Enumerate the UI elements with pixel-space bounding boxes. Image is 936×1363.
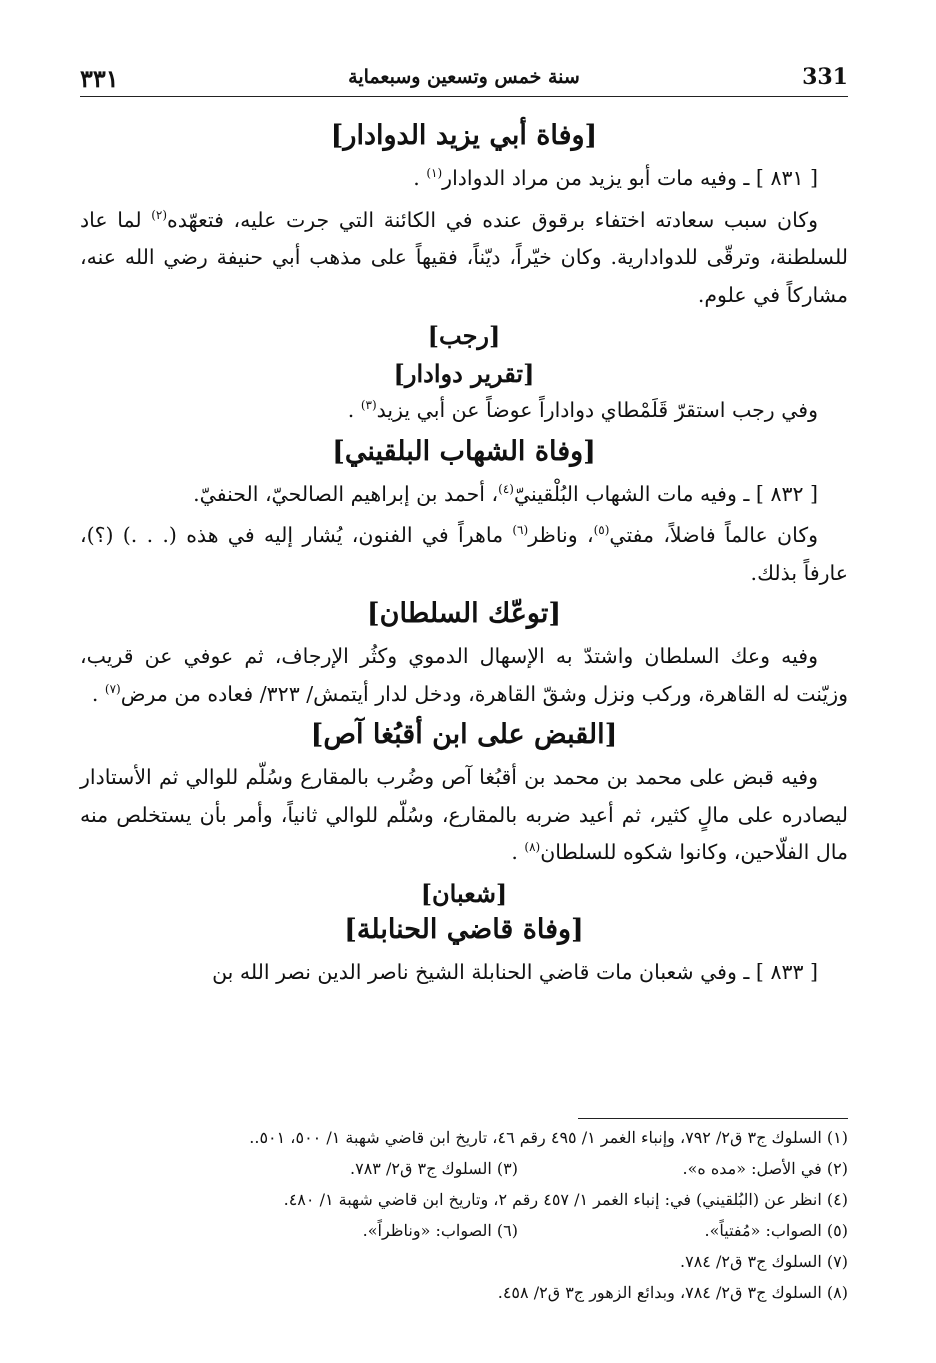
footnote-ref-5: (٥) <box>593 523 610 538</box>
paragraph-abu-yazid <box>80 202 848 315</box>
heading-death-hanbali-judge: [وفاة قاضي الحنابلة] <box>344 913 584 945</box>
footnote-ref-6: (٦) <box>512 523 529 538</box>
page-number-arabic: ٣٣١ <box>80 64 119 93</box>
entry-831-end: . <box>413 166 420 190</box>
heading-sultan-illness: [توعّك السلطان] <box>366 598 562 629</box>
paragraph-bulqini-b: ، وناظر <box>528 523 594 547</box>
page-number-latin: 331 <box>802 64 848 90</box>
entry-831-text: [ ٨٣١ ] ـ وفيه مات أبو يزيد من مراد الدوادار <box>442 166 818 190</box>
footnote-ref-2: (٢) <box>151 207 168 222</box>
footnote-6: (٦) الصواب: «وناظراً». <box>362 1221 518 1240</box>
paragraph-arrest <box>80 759 848 872</box>
footnote-ref-8: (٨) <box>524 840 541 855</box>
paragraph-bulqini-a: وكان عالماً فاضلاً، مفتي <box>609 523 818 547</box>
footnote-1: (١) السلوك ج٣ ق٢/ ٧٩٢، وإنباء الغمر ١/ ٤٩٥ رقم ٤٦، تاريخ ابن قاضي شهبة ١/ ٥٠٠، ٥٠١.. <box>249 1128 848 1147</box>
paragraph-sultan-illness-end: . <box>91 681 99 706</box>
heading-rajab: [رجب] <box>427 321 501 350</box>
paragraph-appointment <box>80 392 848 430</box>
footnote-separator <box>578 1118 848 1119</box>
paragraph-abu-yazid-a: وكان سبب سعادته اختفاء برقوق عنده في الكائنة التي جرت عليه، فتعهّده <box>167 207 818 232</box>
entry-833: [ ٨٣٣ ] ـ وفي شعبان مات قاضي الحنابلة الشيخ ناصر الدين نصر الله بن <box>212 959 818 984</box>
page-body <box>80 118 848 995</box>
footnote-3: (٣) السلوك ج٣ ق٢/ ٧٨٣. <box>350 1159 518 1178</box>
heading-arrest: [القبض على ابن أقبُغا آص] <box>310 719 618 750</box>
footnote-ref-1: (١) <box>426 166 443 181</box>
paragraph-abu-yazid-b: لما عاد للسلطنة، وترقّى للدوادارية. وكان خيّراً، ديّناً، فقيهاً على مذهب أبي حنيفة رضي الله عنه، مشاركاً في علوم. <box>80 207 848 307</box>
paragraph-bulqini <box>80 517 848 592</box>
entry-832 <box>80 476 848 514</box>
heading-appointment: [تقرير دوادار] <box>393 359 535 388</box>
footnote-4: (٤) انظر عن (البُلقيني) في: إنباء الغمر ١/ ٤٥٧ رقم ٢، وتاريخ ابن قاضي شهبة ١/ ٤٨٠. <box>283 1190 848 1209</box>
entry-832-a: [ ٨٣٢ ] ـ وفيه مات الشهاب البُلْقينيّ <box>513 481 818 506</box>
heading-death-abu-yazid: [وفاة أبي يزيد الدوادار] <box>330 120 598 151</box>
paragraph-bulqini-c: ماهراً في الفنون، يُشار إليه في هذه (. . .) (؟)، عارفاً بذلك. <box>80 523 848 585</box>
paragraph-sultan-illness <box>80 638 848 713</box>
footnote-2: (٢) في الأصل: «مده ه». <box>682 1159 848 1178</box>
footnote-ref-7: (٧) <box>104 681 121 696</box>
footnote-ref-4: (٤) <box>498 481 514 496</box>
footnote-8: (٨) السلوك ج٣ ق٢/ ٧٨٤، وبدائع الزهور ج٣ ق٢/ ٤٥٨. <box>497 1283 848 1302</box>
paragraph-arrest-text: وفيه قبض على محمد بن محمد بن أقبُغا آص وضُرب بالمقارع وسُلّم للوالي ثم الأستادار ليصادره على مالٍ كثير، ثم أعيد ضربه بالمقارع، وسُلّم للوالي ثانياً، وأمر بأن يستخلص منه مال الفلّاحين، وكانوا شكوه للسلطان <box>80 765 848 864</box>
paragraph-arrest-end: . <box>511 840 518 864</box>
page-header <box>80 62 848 97</box>
paragraph-appointment-end: . <box>347 398 355 422</box>
heading-death-bulqini: [وفاة الشهاب البلقيني] <box>332 435 596 467</box>
entry-832-b: ، أحمد بن إبراهيم الصالحيّ، الحنفيّ. <box>193 481 499 506</box>
entry-831 <box>80 160 848 198</box>
footnote-5: (٥) الصواب: «مُفتياً». <box>704 1221 848 1240</box>
paragraph-appointment-text: وفي رجب استقرّ قَلَمْطاي دواداراً عوضاً عن أبي يزيد <box>376 398 818 422</box>
running-title: سنة خمس وتسعين وسبعماية <box>348 66 580 88</box>
heading-shaban: [شعبان] <box>420 878 508 908</box>
paragraph-sultan-illness-text: وفيه وعك السلطان واشتدّ به الإسهال الدموي وكثُر الإرجاف، ثم عوفي عن قريب، وزيّنت له القاهرة، وركب ونزل وشقّ القاهرة، ودخل لدار أيتمش/ ٣٢٣/ فعاده من مرض <box>80 644 848 706</box>
footnotes <box>80 1122 848 1308</box>
footnote-7: (٧) السلوك ج٣ ق٢/ ٧٨٤. <box>680 1252 848 1271</box>
footnote-ref-3: (٣) <box>360 398 377 413</box>
